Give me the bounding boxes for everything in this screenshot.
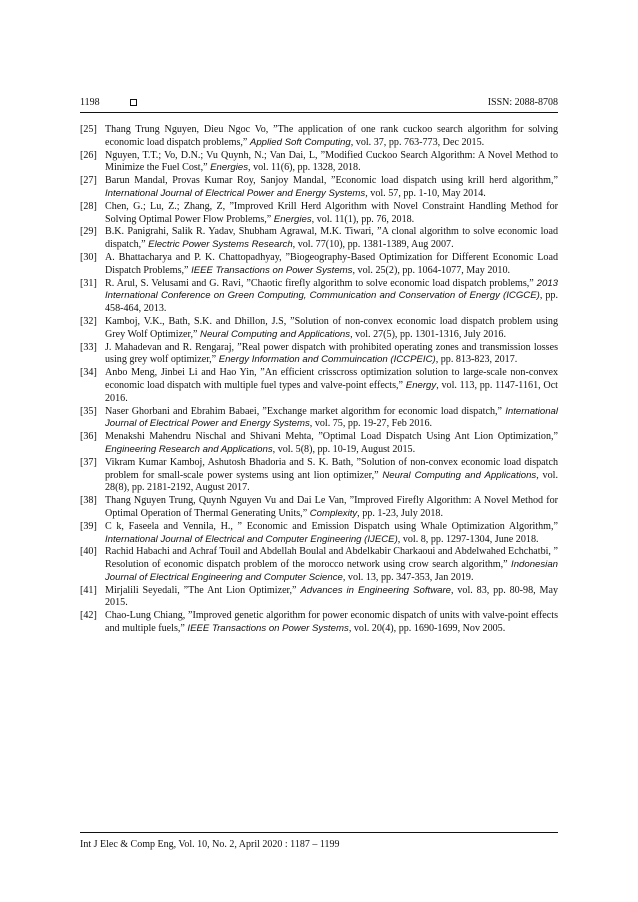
reference-details: , pp. 1-23, July 2018.: [357, 507, 443, 519]
reference-details: , vol. 75, pp. 19-27, Feb 2016.: [309, 418, 433, 430]
reference-item: [80, 226, 558, 252]
reference-number: [36]: [80, 431, 97, 443]
reference-item: [80, 342, 558, 368]
reference-text: Mirjalili Seyedali, ”The Ant Lion Optimizer,”: [105, 584, 301, 596]
reference-item: [80, 124, 558, 150]
reference-venue: International Journal of Electrical Power and Energy Systems: [105, 405, 558, 430]
reference-venue: Electric Power Systems Research: [148, 239, 293, 251]
reference-text: Thang Nguyen Trung, Quynh Nguyen Vu and Dai Le Van, ”Improved Firefly Algorithm: A Novel Method for Optimal Operation of Thermal Generating Units,”: [105, 495, 558, 519]
reference-number: [30]: [80, 251, 97, 263]
page-header: [80, 96, 558, 110]
page-number: 1198: [80, 97, 100, 108]
reference-text: Chen, G.; Lu, Z.; Zhang, Z, ”Improved Krill Herd Algorithm with Novel Constraint Handling Method for Solving Optimal Power Flow Problems,”: [105, 200, 558, 225]
reference-number: [29]: [80, 226, 97, 238]
reference-item: [80, 252, 558, 278]
reference-number: [40]: [80, 546, 97, 558]
reference-text: Nguyen, T.T.; Vo, D.N.; Vu Quynh, N.; Van Dai, L, ”Modified Cuckoo Search Algorithm: A Novel Method to Minimize the Fuel Cost,”: [105, 149, 558, 174]
reference-number: [27]: [80, 175, 97, 187]
reference-item: [80, 521, 558, 547]
reference-item: [80, 546, 558, 584]
reference-venue: Energy Information and Commuincation (ICCPEIC): [218, 354, 436, 366]
reference-item: [80, 367, 558, 405]
reference-venue: Energies: [210, 162, 249, 174]
reference-details: , vol. 5(8), pp. 10-19, August 2015.: [272, 443, 416, 455]
reference-details: , pp. 813-823, 2017.: [435, 354, 518, 366]
reference-details: , vol. 13, pp. 347-353, Jan 2019.: [342, 571, 474, 583]
reference-venue: International Journal of Electrical Power and Energy Systems: [105, 187, 366, 199]
reference-item: [80, 457, 558, 495]
reference-venue: Applied Soft Computing: [249, 136, 351, 148]
header-rule: [80, 112, 558, 113]
reference-text: Barun Mandal, Provas Kumar Roy, Sanjoy Mandal, ”Economic load dispatch using krill herd algorithm,”: [105, 175, 558, 187]
reference-text: Rachid Habachi and Achraf Touil and Abdellah Boulal and Abdelkabir Charkaoui and Abdelwahed Echchatbi, ” Resolution of economic dispatch problem of the morocco network using crow search algorithm,”: [105, 546, 558, 571]
reference-item: [80, 431, 558, 457]
reference-list: [80, 124, 558, 636]
reference-item: [80, 316, 558, 342]
reference-item: [80, 610, 558, 636]
reference-text: Chao-Lung Chiang, ”Improved genetic algorithm for power economic dispatch of units with valve-point effects and multiple fuels,”: [105, 610, 558, 635]
reference-venue: International Journal of Electrical and Computer Engineering (IJECE): [105, 533, 398, 545]
reference-number: [28]: [80, 200, 97, 212]
reference-details: , vol. 113, pp. 1147-1161, Oct 2016.: [105, 379, 558, 404]
reference-text: C k, Faseela and Vennila, H., ” Economic and Emission Dispatch using Whale Optimization Algorithm,”: [105, 520, 558, 532]
reference-number: [26]: [80, 149, 97, 161]
reference-details: , vol. 8, pp. 1297-1304, June 2018.: [397, 533, 539, 545]
reference-details: , vol. 77(10), pp. 1381-1389, Aug 2007.: [292, 239, 454, 251]
reference-text: Anbo Meng, Jinbei Li and Hao Yin, ”An efficient crisscross optimization solution to large-scale non-convex economic load dispatch with multiple fuel types and valve-point effects,”: [105, 367, 558, 391]
reference-number: [38]: [80, 495, 97, 507]
issn-label: ISSN: 2088-8708: [487, 97, 558, 108]
square-icon: [130, 99, 137, 106]
reference-item: [80, 150, 558, 176]
reference-number: [34]: [80, 367, 97, 379]
reference-details: , pp. 458-464, 2013.: [105, 290, 558, 315]
page-footer: Int J Elec & Comp Eng, Vol. 10, No. 2, April 2020 : 1187 – 1199: [80, 839, 340, 850]
reference-number: [32]: [80, 315, 97, 327]
reference-item: [80, 278, 558, 316]
reference-venue: 2013 International Conference on Green Computing, Communication and Conservation of Energy (ICGCE): [105, 277, 558, 302]
reference-number: [39]: [80, 520, 97, 532]
reference-item: [80, 585, 558, 611]
reference-details: , vol. 27(5), pp. 1301-1316, July 2016.: [350, 328, 506, 340]
reference-details: , vol. 20(4), pp. 1690-1699, Nov 2005.: [348, 623, 506, 635]
reference-venue: Complexity: [309, 507, 358, 519]
reference-details: , vol. 37, pp. 763-773, Dec 2015.: [350, 136, 485, 148]
reference-details: , vol. 11(1), pp. 76, 2018.: [311, 213, 415, 225]
reference-number: [41]: [80, 584, 97, 596]
reference-venue: IEEE Transactions on Power Systems: [187, 623, 349, 635]
reference-details: , vol. 28(8), pp. 2181-2192, August 2017.: [105, 469, 558, 494]
reference-venue: Engineering Research and Applications: [105, 443, 273, 455]
reference-text: B.K. Panigrahi, Salik R. Yadav, Shubham Agrawal, M.K. Tiwari, ”A clonal algorithm to solve economic load dispatch,”: [105, 226, 558, 251]
footer-rule: [80, 832, 558, 833]
reference-venue: Indonesian Journal of Electrical Engineering and Computer Science: [105, 559, 558, 583]
reference-details: , vol. 25(2), pp. 1064-1077, May 2010.: [352, 264, 511, 276]
reference-details: , vol. 11(6), pp. 1328, 2018.: [248, 162, 361, 174]
reference-text: R. Arul, S. Velusami and G. Ravi, ”Chaotic firefly algorithm to solve economic load dispatch problems,”: [105, 277, 537, 289]
reference-number: [31]: [80, 277, 97, 289]
reference-item: [80, 175, 558, 201]
reference-text: Menakshi Mahendru Nischal and Shivani Mehta, ”Optimal Load Dispatch Using Ant Lion Optimization,”: [105, 431, 558, 443]
reference-item: [80, 201, 558, 227]
reference-venue: Energies: [273, 213, 312, 225]
reference-text: Vikram Kumar Kamboj, Ashutosh Bhadoria and S. K. Bath, ”Solution of non-convex economic load dispatch problem for small-scale power systems using ant lion optimizer,”: [105, 456, 558, 481]
reference-venue: IEEE Transactions on Power Systems: [191, 264, 353, 276]
reference-venue: Neural Computing and Applications: [382, 469, 537, 481]
reference-number: [33]: [80, 341, 97, 353]
reference-details: , vol. 57, pp. 1-10, May 2014.: [365, 187, 486, 199]
reference-venue: Neural Computing and Applications: [200, 328, 351, 340]
reference-text: Kamboj, V.K., Bath, S.K. and Dhillon, J.S, ”Solution of non-convex economic load dispatch problem using Grey Wolf Optimizer,”: [105, 315, 558, 340]
reference-number: [35]: [80, 405, 97, 417]
reference-text: A. Bhattacharya and P. K. Chattopadhyay, ”Biogeography-Based Optimization for Different Economic Load Dispatch Problems,”: [105, 251, 558, 276]
reference-number: [42]: [80, 610, 97, 622]
reference-venue: Advances in Engineering Software: [300, 584, 451, 596]
reference-text: Thang Trung Nguyen, Dieu Ngoc Vo, ”The application of one rank cuckoo search algorithm for solving economic load dispatch problems,”: [105, 124, 558, 148]
reference-text: J. Mahadevan and R. Rengaraj, ”Real power dispatch with prohibited operating zones and transmission losses using grey wolf optimizer,”: [105, 341, 558, 366]
reference-text: Naser Ghorbani and Ebrahim Babaei, ”Exchange market algorithm for economic load dispatch,”: [105, 405, 506, 417]
reference-item: [80, 495, 558, 521]
reference-number: [25]: [80, 124, 97, 135]
reference-details: , vol. 83, pp. 80-98, May 2015.: [105, 584, 558, 609]
reference-item: [80, 406, 558, 432]
reference-venue: Energy: [405, 379, 437, 391]
reference-number: [37]: [80, 456, 97, 468]
